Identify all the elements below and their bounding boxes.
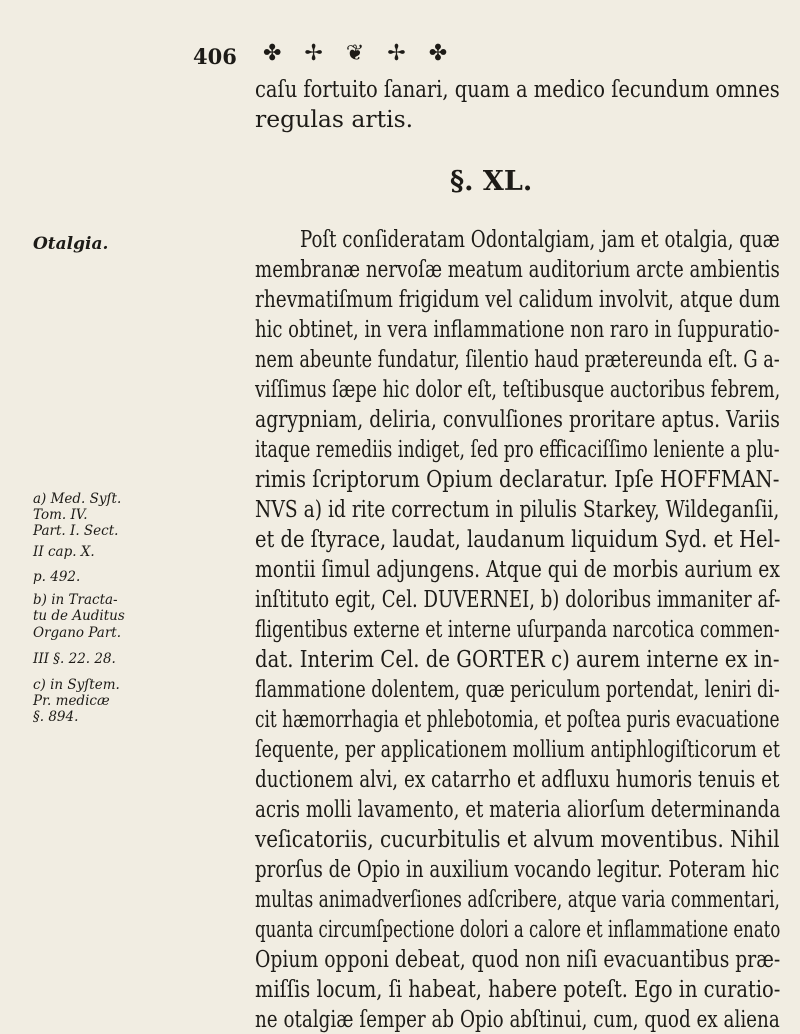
- margin-note: Tom. IV.: [33, 507, 88, 523]
- body-line: multas animadverſiones adſcribere, atque varia commentari,: [255, 885, 780, 913]
- margin-note: II cap. X.: [33, 544, 95, 560]
- margin-note: Pr. medicæ: [33, 693, 110, 709]
- body-line: flammatione dolentem, quæ periculum portendat, leniri di-: [255, 675, 780, 703]
- body-line: quanta circumſpectione dolori a calore et inflammatione enato: [255, 915, 781, 943]
- body-line: rimis ſcriptorum Opium declaratur. Ipſe HOFFMAN-: [255, 465, 780, 493]
- body-line: inſtituto egit, Cel. DUVERNEI, b) doloribus immaniter af-: [255, 585, 781, 613]
- body-line: membranæ nervoſæ meatum auditorium arcte ambientis: [255, 255, 780, 283]
- margin-note: Organo Part.: [33, 625, 122, 641]
- body-line: prorſus de Opio in auxilium vocando legitur. Poteram hic: [255, 855, 780, 883]
- body-line: Poſt conſideratam Odontalgiam, jam et otalgia, quæ: [300, 225, 780, 253]
- body-line: agrypniam, deliria, convulſiones proritare aptus. Variis: [255, 405, 780, 433]
- body-line: acris molli lavamento, et materia aliorſum determinanda: [255, 795, 781, 823]
- body-line: ſequente, per applicationem mollium antiphlogiſticorum et: [255, 735, 780, 763]
- body-line: dat. Interim Cel. de GORTER c) aurem interne ex in-: [255, 645, 780, 673]
- body-line: ductionem alvi, ex catarrho et adfluxu humoris tenuis et: [255, 765, 780, 793]
- body-line: viſſimus ſæpe hic dolor eſt, teſtibusque auctoribus febrem,: [255, 375, 781, 403]
- margin-note: a) Med. Syſt.: [33, 491, 122, 507]
- margin-note: c) in Syſtem.: [33, 677, 120, 693]
- margin-note: III §. 22. 28.: [33, 651, 116, 667]
- section-heading: §. XL.: [450, 166, 533, 197]
- margin-note: Part. I. Sect.: [33, 523, 119, 539]
- body-line: montii ſimul adjungens. Atque qui de morbis aurium ex: [255, 555, 780, 583]
- margin-note: b) in Tracta-: [33, 592, 118, 608]
- header-ornament: ✤ ✢ ❦ ✢ ✤: [263, 41, 456, 66]
- margin-note: §. 894.: [33, 709, 79, 725]
- body-line: Opium opponi debeat, quod non niſi evacuantibus præ-: [255, 945, 781, 973]
- body-line: ne otalgiæ ſemper ab Opio abſtinui, cum, quod ex aliena: [255, 1005, 780, 1033]
- margin-note: p. 492.: [33, 569, 81, 585]
- body-line: miſſis locum, ſi habeat, habere poteſt. Ego in curatio-: [255, 975, 781, 1003]
- body-line: hic obtinet, in vera inflammatione non raro in ſuppuratio-: [255, 315, 780, 343]
- body-line: itaque remediis indiget, ſed pro efficaciſſimo leniente a plu-: [255, 435, 780, 463]
- body-line: cit hæmorrhagia et phlebotomia, et poſtea puris evacuatione: [255, 705, 780, 733]
- margin-heading: Otalgia.: [33, 234, 109, 254]
- body-line: nem abeunte fundatur, ſilentio haud prætereunda eſt. G a-: [255, 345, 780, 373]
- body-line: veſicatoriis, cucurbitulis et alvum moventibus. Nihil: [255, 825, 780, 853]
- body-line: rhevmatiſmum frigidum vel calidum involvit, atque dum: [255, 285, 781, 313]
- body-line: fligentibus externe et interne uſurpanda narcotica commen-: [255, 615, 780, 643]
- body-line: caſu fortuito ſanari, quam a medico ſecundum omnes: [255, 75, 780, 103]
- body-line: regulas artis.: [255, 105, 414, 133]
- body-line: NVS a) id rite correctum in pilulis Starkey, Wildeganſii,: [255, 495, 780, 523]
- margin-note: tu de Auditus: [33, 608, 125, 624]
- body-line: et de ſtyrace, laudat, laudanum liquidum Syd. et Hel-: [255, 525, 781, 553]
- page-number: 406: [193, 44, 237, 69]
